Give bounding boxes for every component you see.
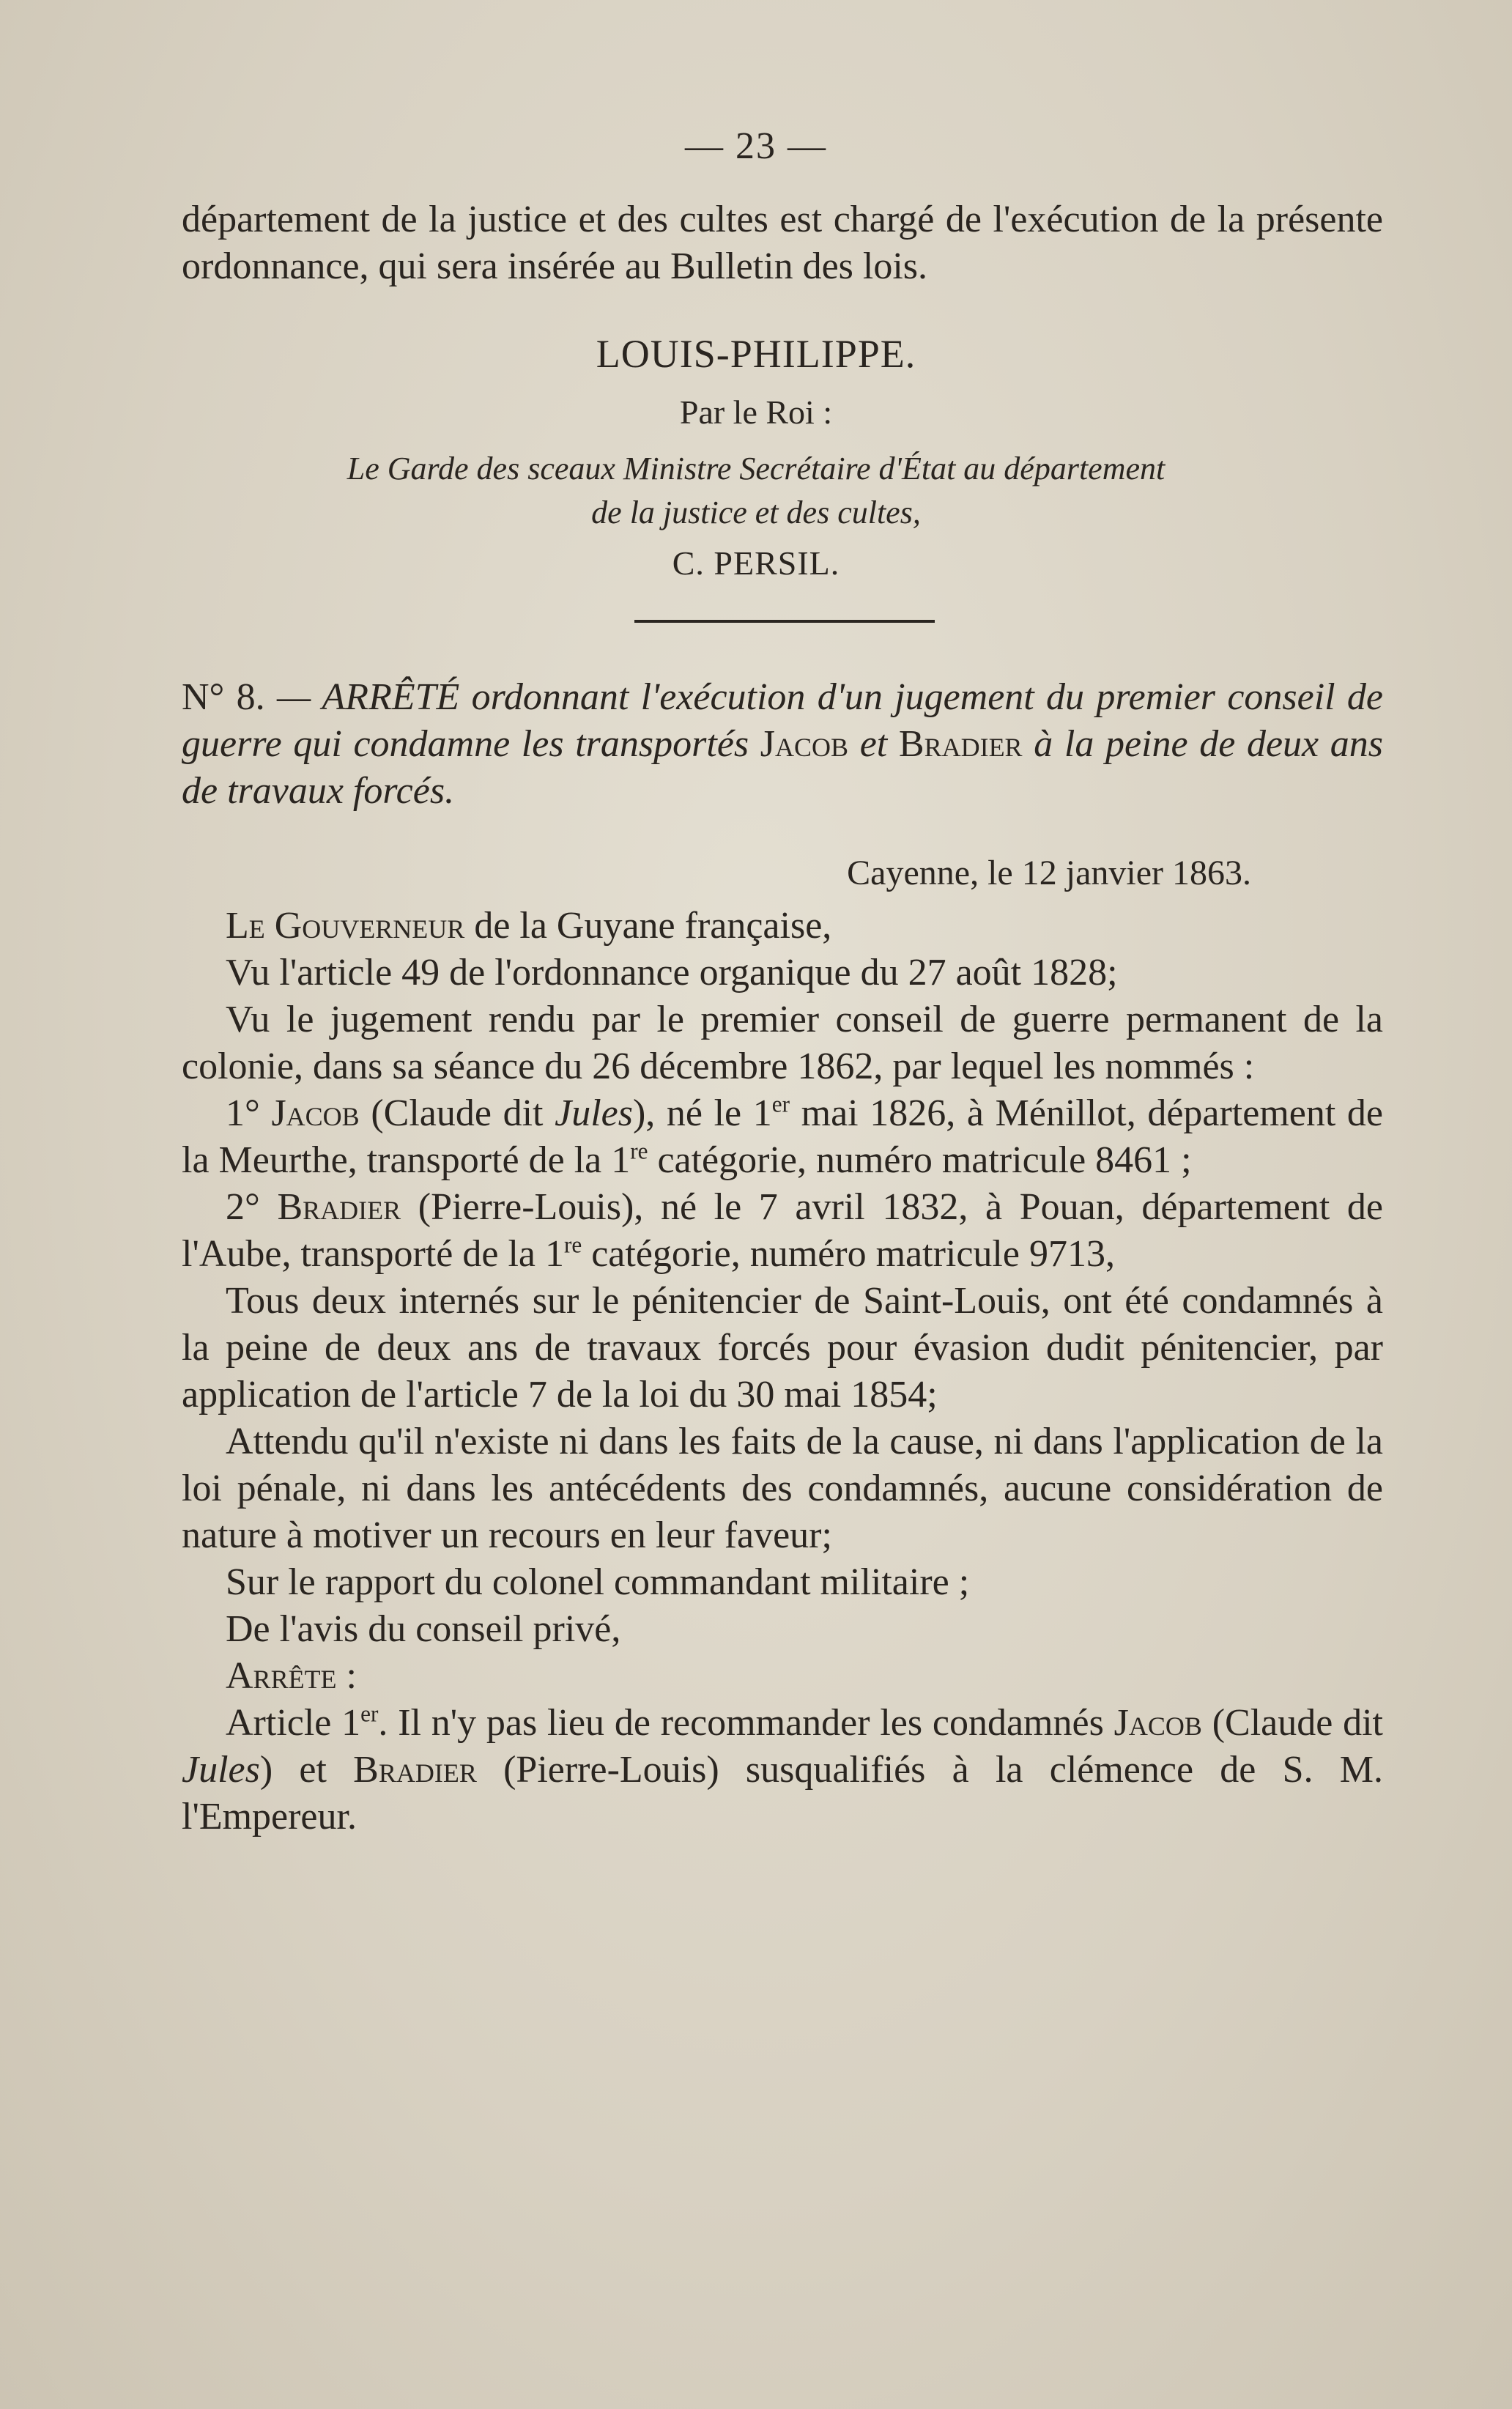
paragraph-vu-article: Vu l'article 49 de l'ordonnance organique du 27 août 1828; [226,952,1118,993]
paragraph-bradier: 2° Bradier (Pierre-Louis), né le 7 avril 1832, à Pouan, département de l'Aube, transporté de la 1re catégorie, numéro matricule 9713, [182,1186,1384,1275]
minister-title-line2: de la justice et des cultes, [591,495,921,530]
opening-paragraph: département de la justice et des cultes est chargé de l'exécution de la présente ordonnance, qui sera insérée au Bulletin des lois. [182,199,1383,287]
page-number: — 23 — [685,125,827,167]
article-1: Article 1er. Il n'y pas lieu de recommander les condamnés Jacob (Claude dit Jules) et Bradier (Pierre-Louis) susqualifiés à la clémence de S. M. l'Empereur. [182,1701,1383,1838]
paragraph-vu-jugement: Vu le jugement rendu par le premier conseil de guerre permanent de la colonie, dans sa séance du 26 décembre 1862, par lequel les nommés : [182,999,1383,1087]
par-le-roi: Par le Roi : [679,393,833,431]
arrete-label: Arrête : [226,1655,357,1697]
paragraph-attendu: Attendu qu'il n'existe ni dans les faits de la cause, ni dans l'application de la loi pénale, ni dans les antécédents des condamnés, aucune considération de nature à motiver un recours en leur faveur; [182,1421,1383,1556]
paragraph-avis: De l'avis du conseil privé, [226,1608,621,1650]
minister-title-line1: Le Garde des sceaux Ministre Secrétaire d'État au département [346,451,1166,486]
section-divider [634,620,935,623]
paragraph-rapport: Sur le rapport du colonel commandant militaire ; [226,1561,970,1603]
decree-number: N° 8. [182,676,265,718]
paragraph-jacob: 1° Jacob (Claude dit Jules), né le 1er mai 1826, à Ménillot, département de la Meurthe, transporté de la 1re catégorie, numéro matricule 8461 ; [182,1091,1384,1181]
place-date: Cayenne, le 12 janvier 1863. [847,854,1251,892]
decree-heading: N° 8. — ARRÊTÉ ordonnant l'exécution d'un jugement du premier conseil de guerre qui condamne les transportés Jacob et Bradier à la peine de deux ans de travaux forcés. [182,676,1384,812]
minister-name: C. PERSIL. [672,544,840,582]
paragraph-internes: Tous deux internés sur le pénitencier de Saint-Louis, ont été condamnés à la peine de deux ans de travaux forcés pour évasion dudit pénitencier, par application de l'article 7 de la loi du 30 mai 1854; [182,1280,1383,1416]
governor-line: Le Gouverneur de la Guyane française, [226,905,832,947]
signature-name: LOUIS-PHILIPPE. [596,332,916,376]
